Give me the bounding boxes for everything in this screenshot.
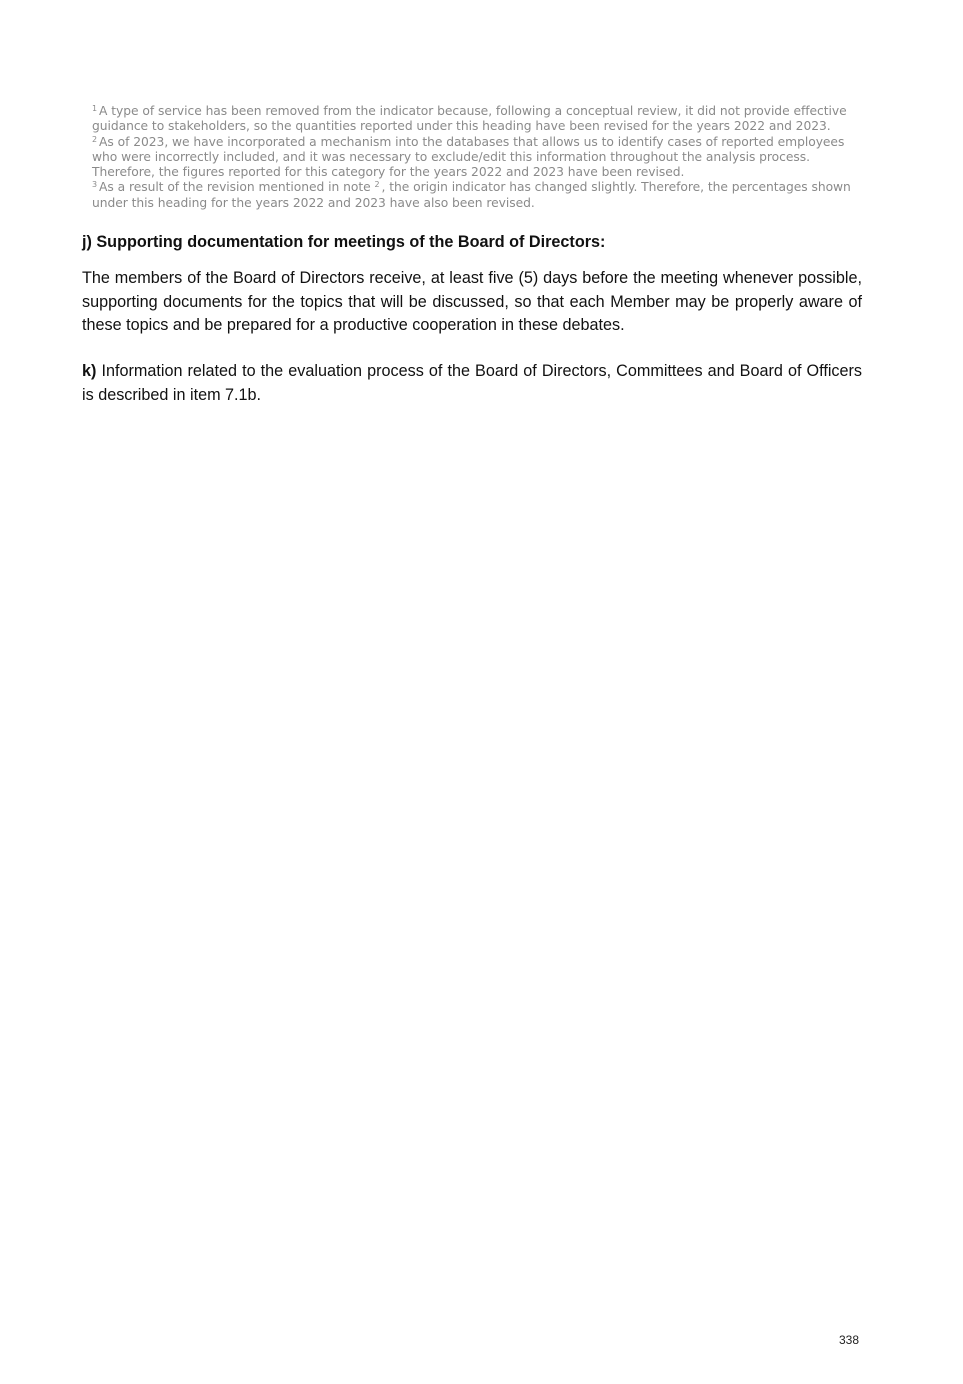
footnote-inline-reference: 2 bbox=[374, 180, 380, 190]
footnote-1 bbox=[92, 104, 868, 135]
footnotes-block bbox=[92, 104, 868, 211]
page-number: 338 bbox=[838, 1333, 859, 1347]
section-j-heading: j) Supporting documentation for meetings of the Board of Directors: bbox=[82, 233, 606, 251]
section-k-lead: k) bbox=[82, 362, 97, 380]
footnote-text-after: , the origin indicator has changed slightly. Therefore, the percentages shown under this heading for the years 2022 and 2023 have also been revised. bbox=[92, 180, 851, 210]
footnote-marker: 3 bbox=[92, 180, 98, 190]
footnote-marker: 2 bbox=[92, 134, 98, 144]
footnote-text-before: As a result of the revision mentioned in note bbox=[99, 180, 371, 195]
section-k-text: Information related to the evaluation process of the Board of Directors, Committees and Board of Officers is described in item 7.1b. bbox=[82, 362, 862, 404]
section-k-paragraph bbox=[82, 360, 862, 407]
footnote-marker: 1 bbox=[92, 104, 98, 113]
footnote-text: As of 2023, we have incorporated a mechanism into the databases that allows us to identify cases of reported employees who were incorrectly included, and it was necessary to exclude/edit this information throughout the analysis process. Therefore, the figures reported for this category for the years 2022 and 2023 have been revised. bbox=[92, 134, 845, 180]
footnote-3 bbox=[92, 180, 868, 211]
footnote-text: A type of service has been removed from the indicator because, following a conceptual review, it did not provide effective guidance to stakeholders, so the quantities reported under this heading have been revised for the years 2022 and 2023. bbox=[92, 104, 847, 134]
section-j-paragraph: The members of the Board of Directors receive, at least five (5) days before the meeting whenever possible, supporting documents for the topics that will be discussed, so that each Member may be properly aware of these topics and be prepared for a productive cooperation in these debates. bbox=[82, 269, 862, 334]
footnote-2 bbox=[92, 135, 868, 181]
